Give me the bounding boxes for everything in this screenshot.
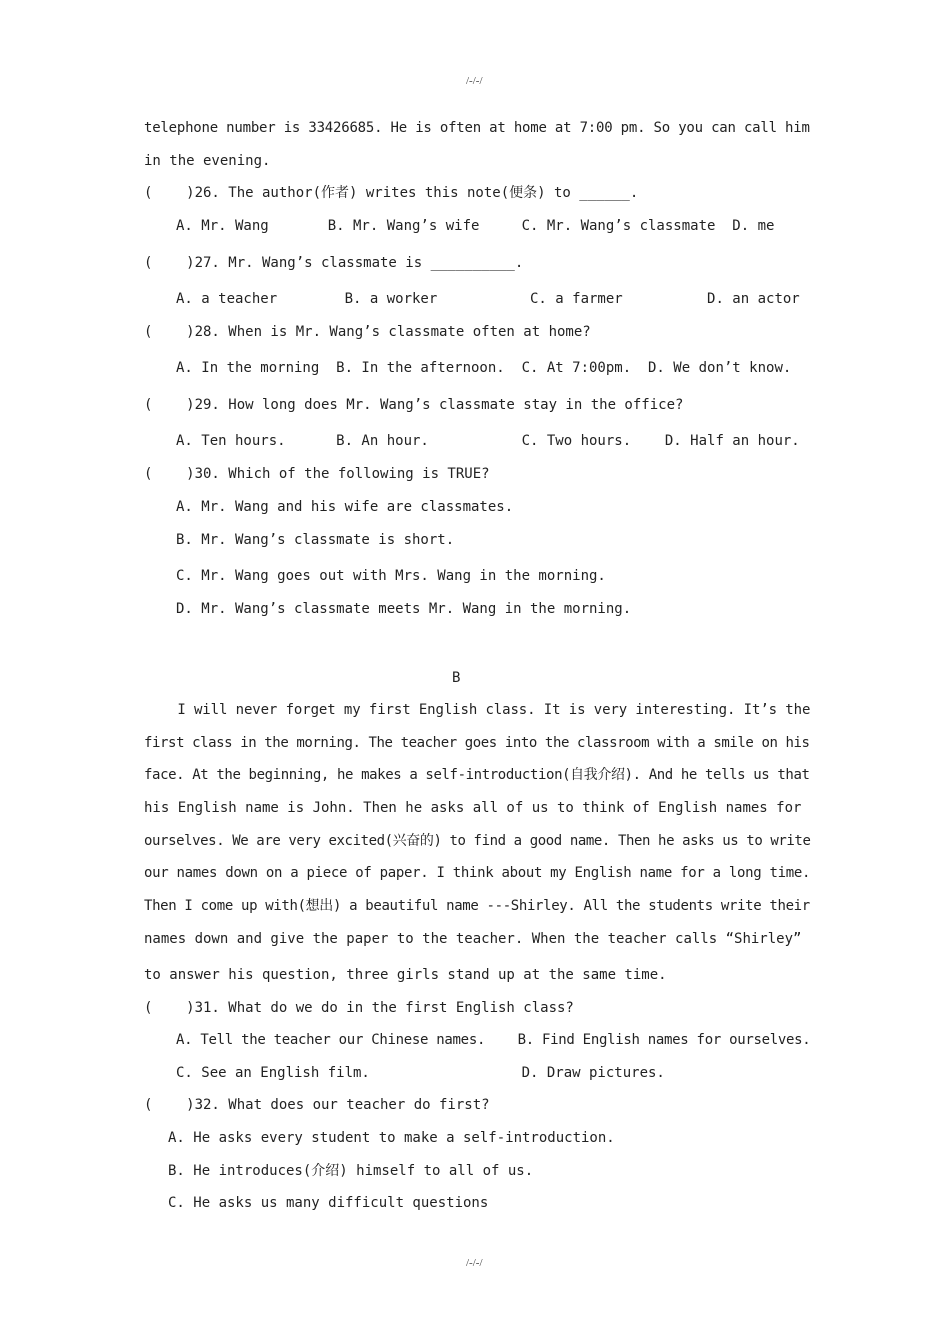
passage-a-line: in the evening. — [144, 153, 271, 169]
question-31-options-ab: A. Tell the teacher our Chinese names. B. Find English names for ourselves. — [176, 1032, 811, 1048]
question-32-option-a: A. He asks every student to make a self-introduction. — [168, 1130, 615, 1146]
passage-b-line: first class in the morning. The teacher goes into the classroom with a smile on his — [144, 735, 810, 751]
passage-b-line: face. At the beginning, he makes a self-introduction(自我介绍). And he tells us that — [144, 767, 810, 783]
question-27-stem: ( )27. Mr. Wang’s classmate is __________. — [144, 255, 524, 271]
passage-b-line: names down and give the paper to the teacher. When the teacher calls “Shirley” — [144, 931, 802, 947]
question-31-options-cd: C. See an English film. D. Draw pictures. — [176, 1065, 665, 1081]
question-26-stem: ( )26. The author(作者) writes this note(便条) to ______. — [144, 185, 639, 201]
question-30-option-b: B. Mr. Wang’s classmate is short. — [176, 532, 455, 548]
question-32-option-c: C. He asks us many difficult questions — [168, 1195, 489, 1211]
passage-b-line: to answer his question, three girls stand up at the same time. — [144, 967, 667, 983]
question-30-option-c: C. Mr. Wang goes out with Mrs. Wang in the morning. — [176, 568, 606, 584]
section-b-title: B — [452, 670, 461, 686]
question-27-options: A. a teacher B. a worker C. a farmer D. an actor — [176, 291, 800, 307]
question-29-options: A. Ten hours. B. An hour. C. Two hours. D. Half an hour. — [176, 433, 800, 449]
passage-b-line: his English name is John. Then he asks all of us to think of English names for — [144, 800, 802, 816]
passage-b-line: our names down on a piece of paper. I think about my English name for a long time. — [144, 865, 811, 881]
question-28-stem: ( )28. When is Mr. Wang’s classmate often at home? — [144, 324, 591, 340]
question-31-stem: ( )31. What do we do in the first English class? — [144, 1000, 574, 1016]
passage-b-line: Then I come up with(想出) a beautiful name ---Shirley. All the students write their — [144, 898, 810, 914]
question-30-option-d: D. Mr. Wang’s classmate meets Mr. Wang in the morning. — [176, 601, 632, 617]
question-30-option-a: A. Mr. Wang and his wife are classmates. — [176, 499, 514, 515]
passage-b-line: ourselves. We are very excited(兴奋的) to find a good name. Then he asks us to write — [144, 833, 811, 849]
question-29-stem: ( )29. How long does Mr. Wang’s classmate stay in the office? — [144, 397, 684, 413]
question-32-option-b: B. He introduces(介绍) himself to all of us. — [168, 1163, 534, 1179]
page-footer: /-/-/ — [466, 1257, 483, 1269]
page-header: /-/-/ — [466, 75, 483, 87]
question-26-options: A. Mr. Wang B. Mr. Wang’s wife C. Mr. Wang’s classmate D. me — [176, 218, 775, 234]
question-32-stem: ( )32. What does our teacher do first? — [144, 1097, 490, 1113]
question-30-stem: ( )30. Which of the following is TRUE? — [144, 466, 490, 482]
passage-b-line: I will never forget my first English class. It is very interesting. It’s the — [144, 702, 811, 718]
passage-a-line: telephone number is 33426685. He is often at home at 7:00 pm. So you can call him — [144, 120, 810, 136]
question-28-options: A. In the morning B. In the afternoon. C. At 7:00pm. D. We don’t know. — [176, 360, 792, 376]
